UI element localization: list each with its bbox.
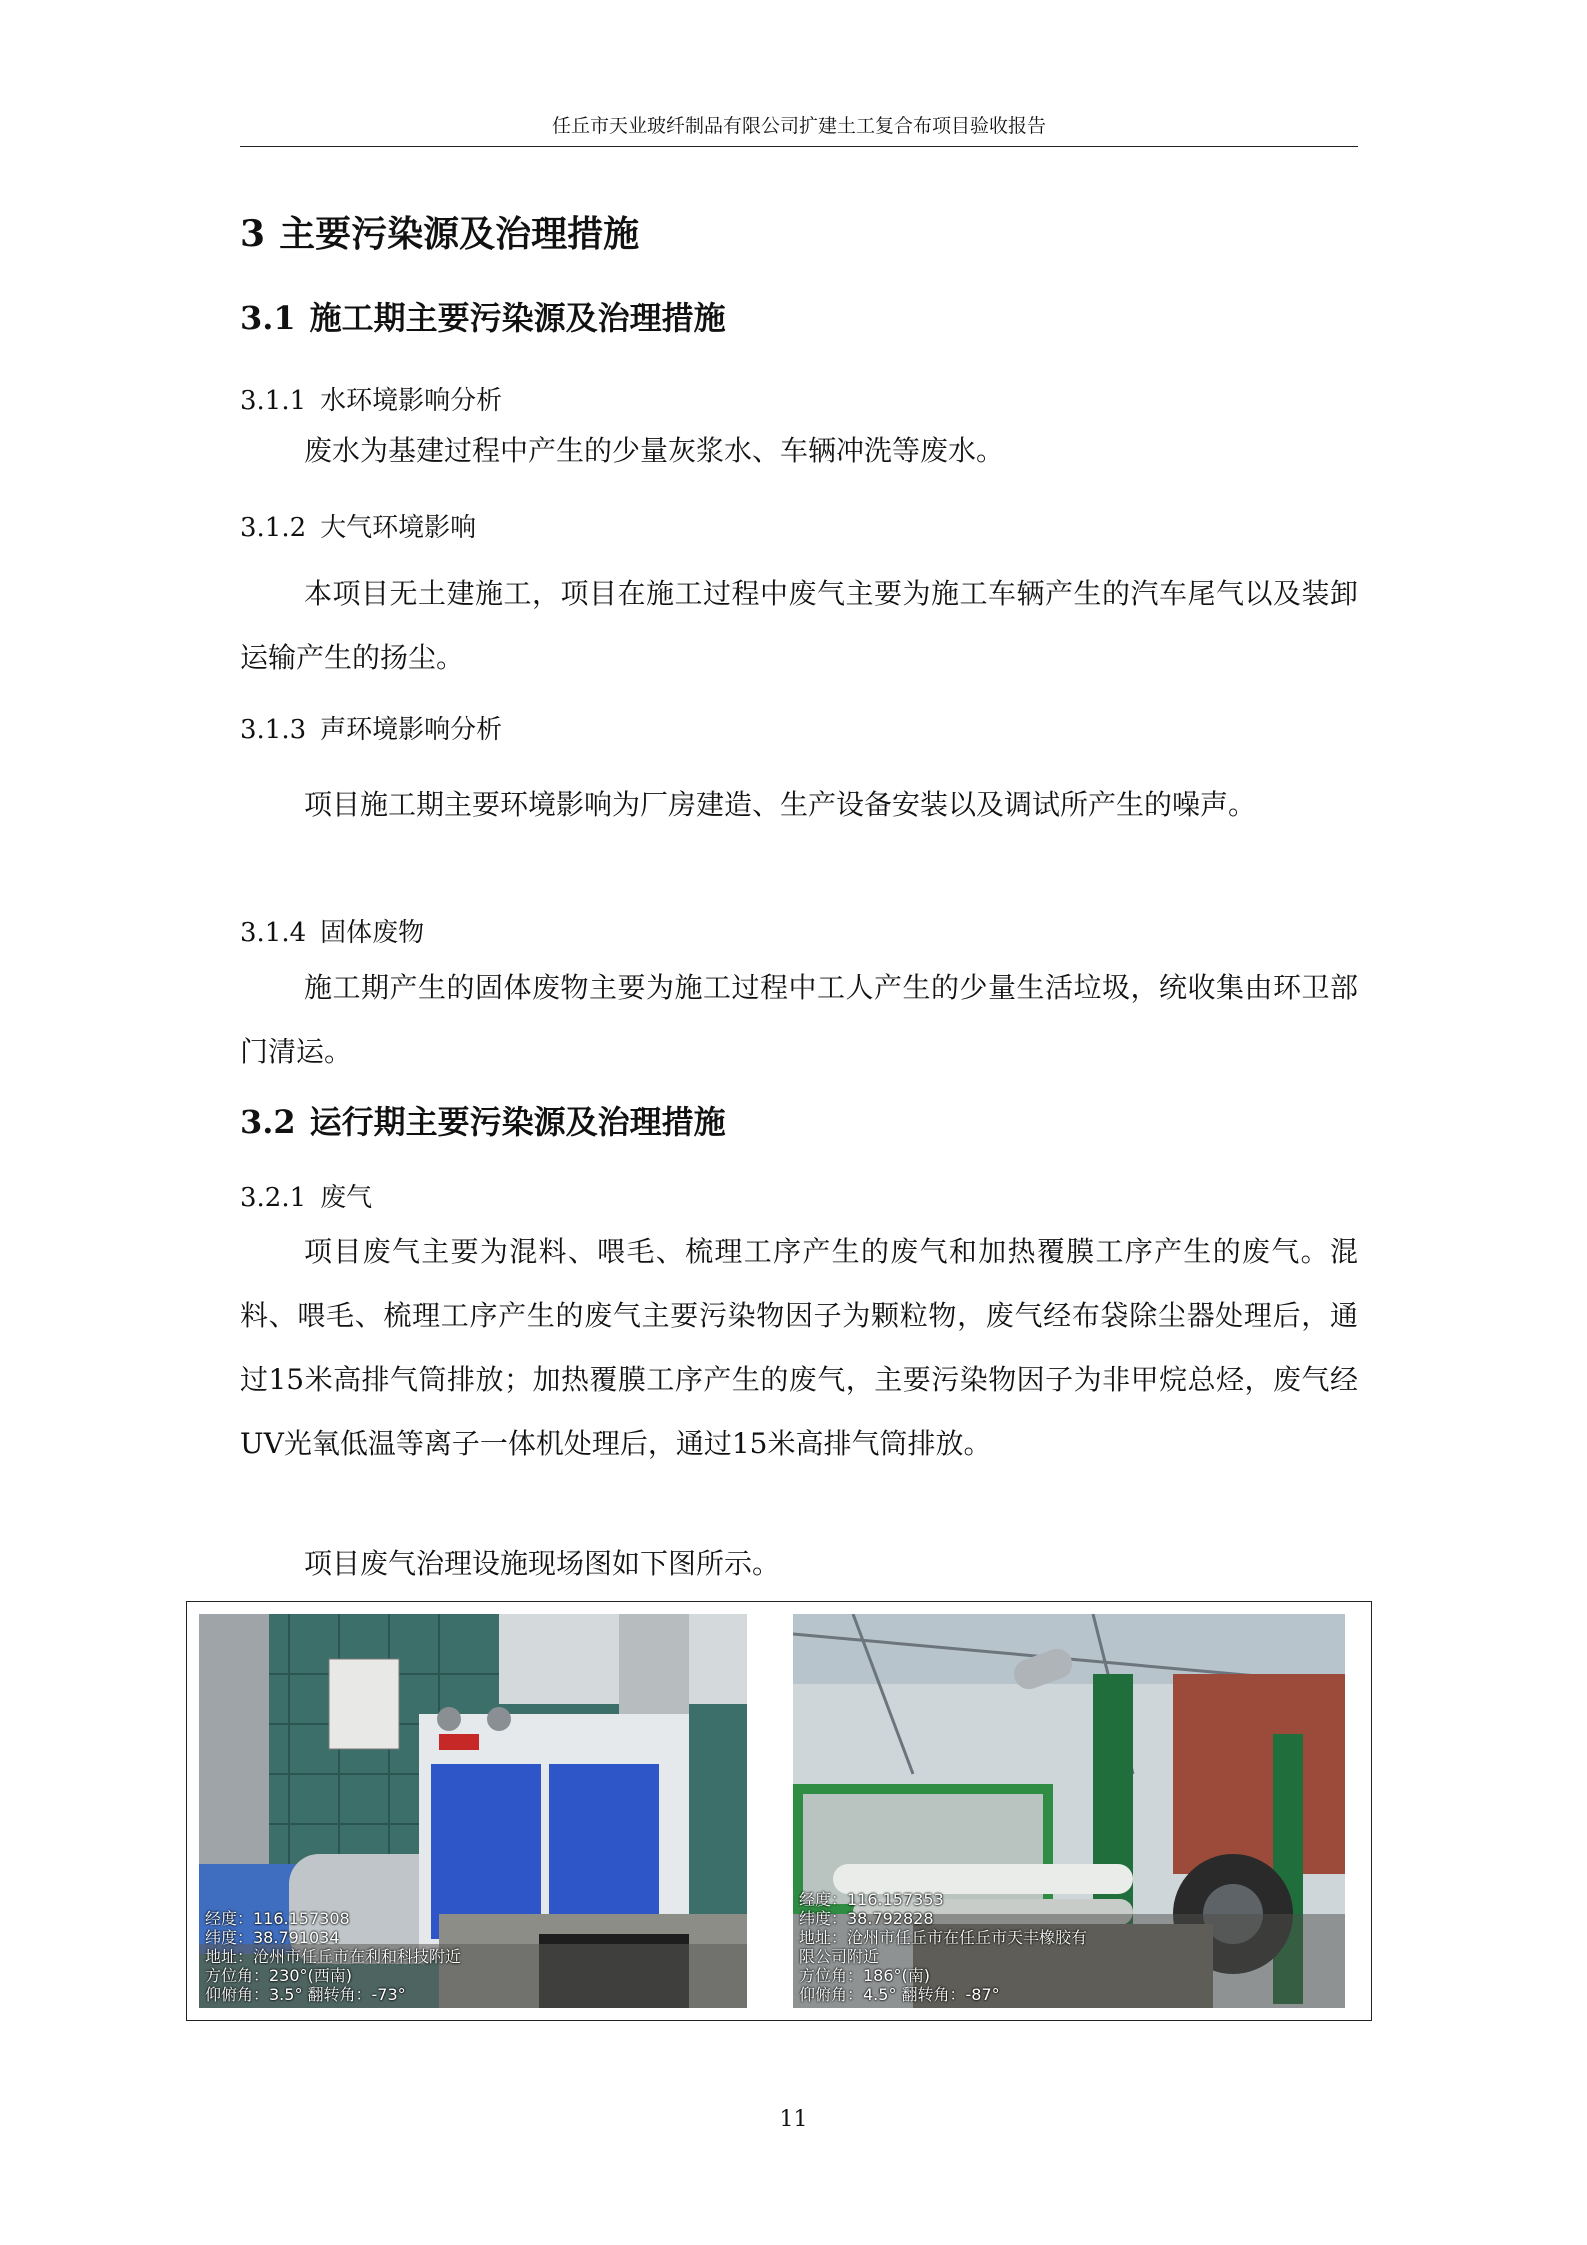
section-title: 运行期主要污染源及治理措施	[309, 1103, 726, 1141]
subsection-title: 固体废物	[320, 918, 425, 948]
photo-uv-treatment-unit	[199, 1614, 747, 2008]
subsection-number: 3.2.1	[240, 1183, 307, 1213]
subsection-number: 3.1.2	[240, 513, 307, 543]
geo-stamp-2	[799, 1890, 1087, 2004]
subsection-title: 水环境影响分析	[320, 386, 503, 416]
geo-address-cont: 限公司附近	[799, 1947, 880, 1966]
subsection-title: 声环境影响分析	[320, 715, 503, 745]
subsection-number: 3.1.3	[240, 715, 307, 745]
section-heading-3-1	[240, 297, 726, 339]
geo-latitude: 纬度：38.792828	[799, 1909, 934, 1928]
paragraph-figure-intro: 项目废气治理设施现场图如下图所示。	[304, 1547, 781, 1580]
subsection-number: 3.1.1	[240, 386, 307, 416]
subsection-title: 废气	[320, 1183, 373, 1213]
subsection-heading-3-1-2	[240, 511, 476, 545]
photo-film-coating-line	[793, 1614, 1345, 2008]
geo-longitude: 经度：116.157308	[205, 1909, 350, 1928]
subsection-title: 大气环境影响	[320, 513, 477, 543]
geo-angles: 仰俯角：4.5° 翻转角：-87°	[799, 1985, 1000, 2004]
section-heading-3-2	[240, 1101, 726, 1143]
paragraph-water: 废水为基建过程中产生的少量灰浆水、车辆冲洗等废水。	[304, 434, 1005, 467]
geo-longitude: 经度：116.157353	[799, 1890, 944, 1909]
geo-address: 地址：沧州市任丘市在利和科技附近	[205, 1947, 462, 1966]
subsection-heading-3-2-1	[240, 1181, 372, 1215]
geo-latitude: 纬度：38.791034	[205, 1928, 340, 1947]
paragraph-solid-waste: 施工期产生的固体废物主要为施工过程中工人产生的少量生活垃圾，统收集由环卫部门清运。	[240, 971, 1358, 1068]
paragraph-noise: 项目施工期主要环境影响为厂房建造、生产设备安装以及调试所产生的噪声。	[304, 788, 1257, 821]
paragraph-air: 本项目无土建施工，项目在施工过程中废气主要为施工车辆产生的汽车尾气以及装卸运输产生的扬尘。	[240, 577, 1358, 674]
geo-azimuth: 方位角：230°(西南)	[205, 1966, 353, 1985]
running-header-title: 任丘市天业玻纤制品有限公司扩建土工复合布项目验收报告	[551, 115, 1046, 137]
chapter-heading	[240, 212, 639, 256]
geo-azimuth: 方位角：186°(南)	[799, 1966, 931, 1985]
page-number: 11	[779, 2107, 808, 2132]
chapter-title: 主要污染源及治理措施	[279, 213, 640, 255]
subsection-heading-3-1-3	[240, 713, 502, 747]
geo-stamp-1	[205, 1909, 461, 2004]
section-number: 3.2	[240, 1103, 296, 1141]
subsection-number: 3.1.4	[240, 918, 307, 948]
section-title: 施工期主要污染源及治理措施	[309, 299, 726, 337]
figure-photo-panel	[186, 1601, 1372, 2021]
subsection-heading-3-1-4	[240, 916, 424, 950]
subsection-heading-3-1-1	[240, 384, 502, 418]
running-header	[240, 112, 1358, 147]
chapter-number: 3	[240, 213, 266, 255]
geo-angles: 仰俯角：3.5° 翻转角：-73°	[205, 1985, 406, 2004]
paragraph-exhaust: 项目废气主要为混料、喂毛、梳理工序产生的废气和加热覆膜工序产生的废气。混料、喂毛、梳理工序产生的废气主要污染物因子为颗粒物，废气经布袋除尘器处理后，通过15米高排气筒排放；加热覆膜工序产生的废气，主要污染物因子为非甲烷总烃，废气经UV光氧低温等离子一体机处理后，通过15米高排气筒排放。	[240, 1235, 1358, 1460]
section-number: 3.1	[240, 299, 296, 337]
geo-address: 地址：沧州市任丘市在任丘市天丰橡胶有	[799, 1928, 1088, 1947]
